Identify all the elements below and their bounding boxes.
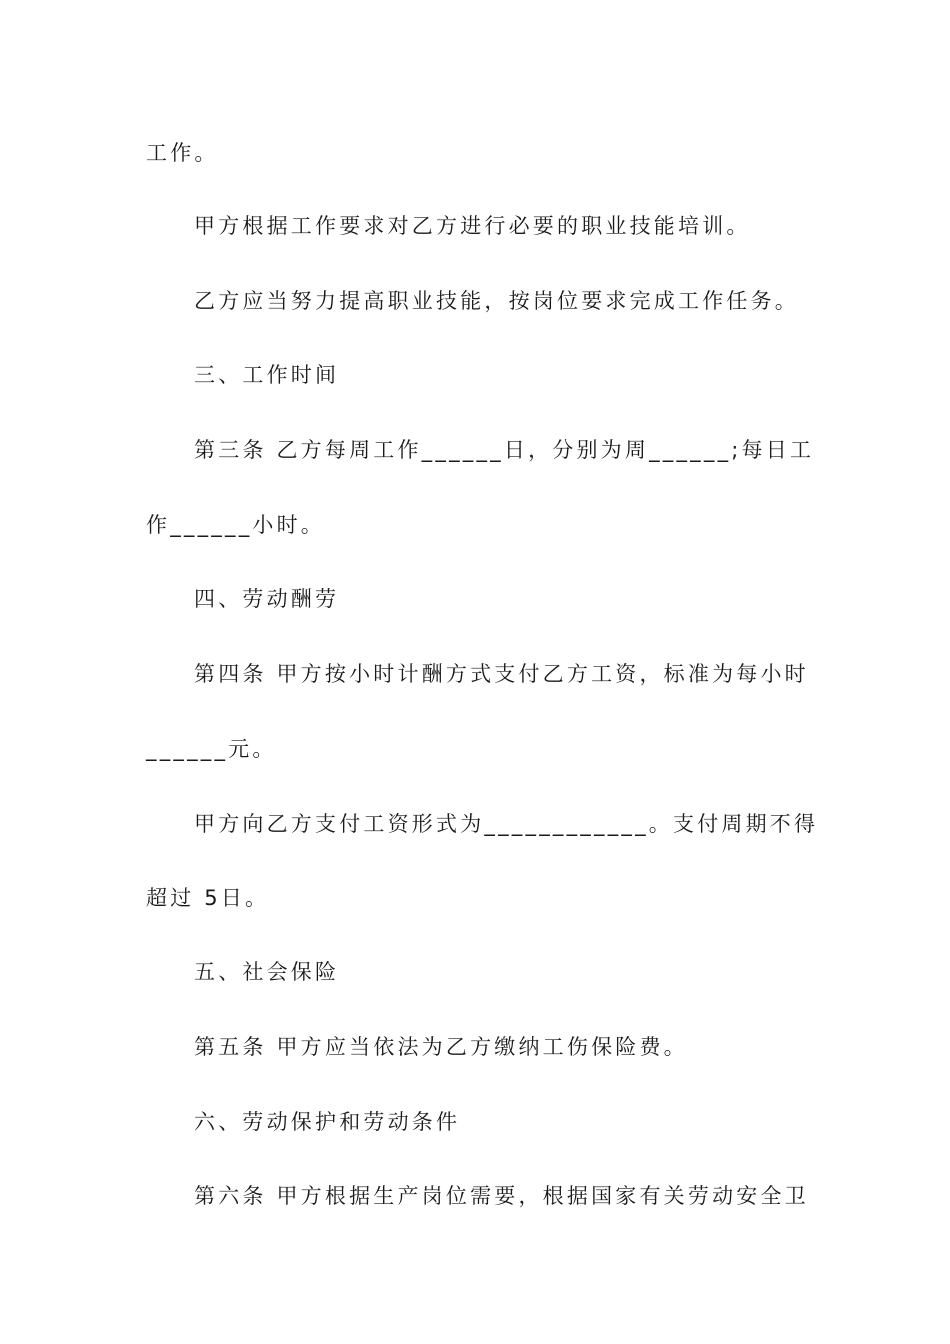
article-line: 第五条 甲方应当依法为乙方缴纳工伤保险费。 [194, 1035, 688, 1059]
article-line: 第四条 甲方按小时计酬方式支付乙方工资，标准为每小时 [194, 662, 809, 686]
article-line: ______元。 [146, 737, 277, 761]
section-heading: 四、劳动酬劳 [194, 587, 340, 611]
paragraph-line: 超过 5日。 [146, 886, 270, 910]
paragraph-line: 乙方应当努力提高职业技能，按岗位要求完成工作任务。 [194, 289, 799, 313]
section-heading: 六、劳动保护和劳动条件 [194, 1110, 461, 1134]
paragraph-line: 甲方向乙方支付工资形式为____________。支付周期不得 [194, 812, 819, 836]
section-heading: 五、社会保险 [194, 960, 340, 984]
paragraph-line: 甲方根据工作要求对乙方进行必要的职业技能培训。 [194, 214, 751, 238]
paragraph-line: 工作。 [146, 141, 219, 165]
article-line: 第三条 乙方每周工作______日，分别为周______;每日工 [194, 438, 815, 462]
article-line: 第六条 甲方根据生产岗位需要，根据国家有关劳动安全卫 [194, 1184, 809, 1208]
article-line: 作______小时。 [146, 513, 325, 537]
section-heading: 三、工作时间 [194, 363, 340, 387]
